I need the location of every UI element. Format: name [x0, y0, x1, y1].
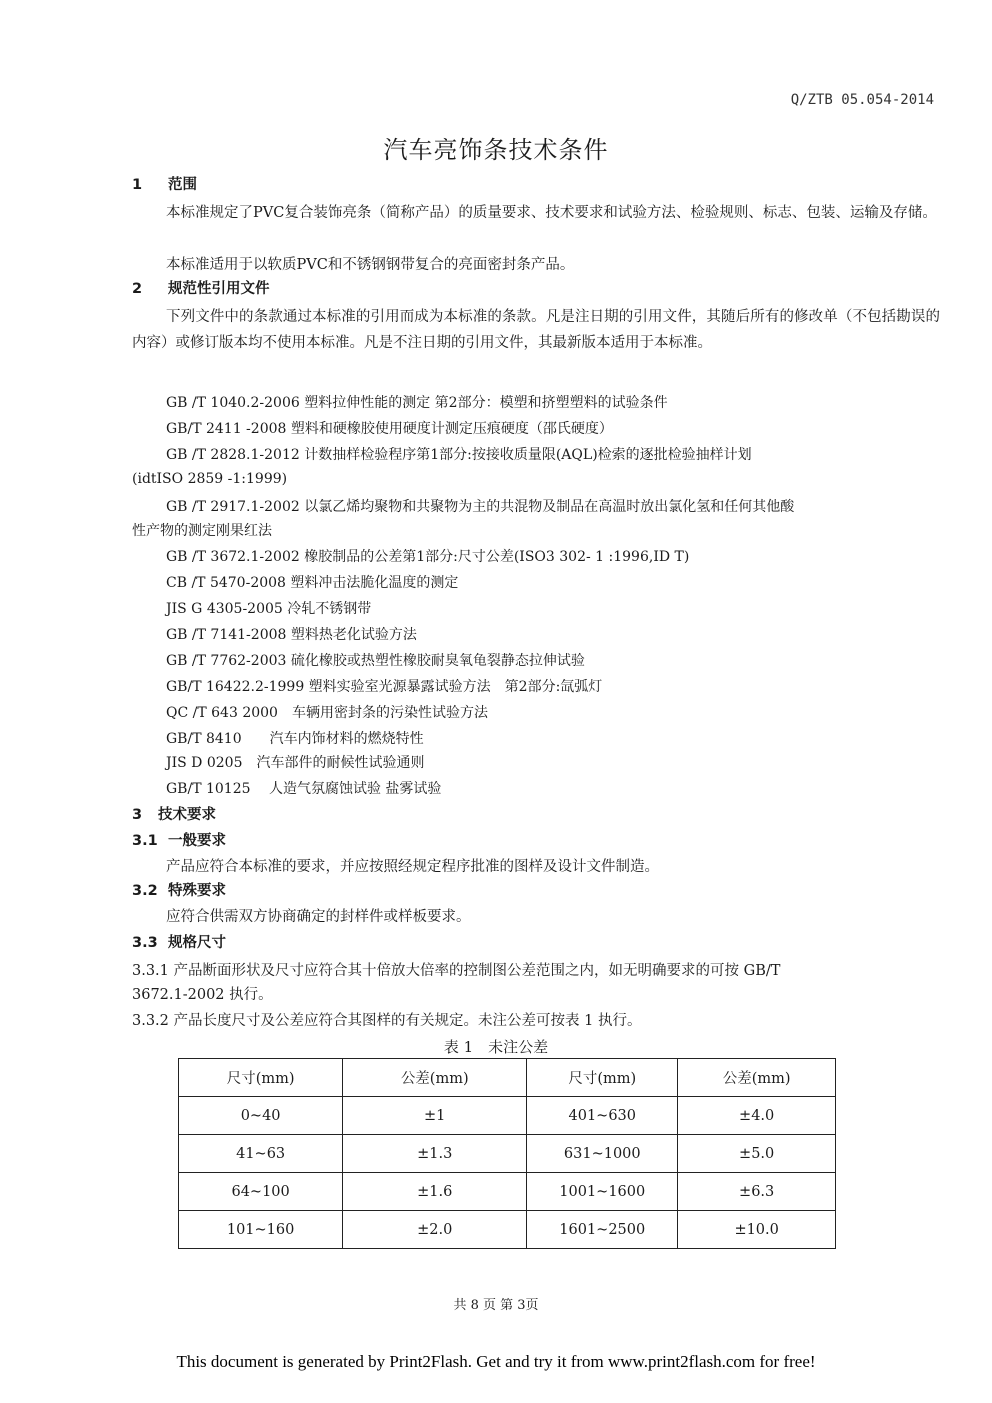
- table-row: [179, 1211, 836, 1249]
- clause-3-3-1-line-1: 3.3.1 产品断面形状及尺寸应符合其十倍放大倍率的控制图公差范围之内，如无明确要求的可按 GB/T: [132, 963, 781, 979]
- table-cell: ±1: [343, 1097, 527, 1135]
- table-cell: 1001~1600: [527, 1173, 678, 1211]
- section-3-3-heading: [132, 930, 936, 956]
- clause-3-3-2: 3.3.2 产品长度尺寸及公差应符合其图样的有关规定。未注公差可按表 1 执行。: [132, 1013, 642, 1029]
- table-cell: ±4.0: [678, 1097, 836, 1135]
- reference-item: GB /T 7762-2003 硫化橡胶或热塑性橡胶耐臭氧龟裂静态拉伸试验: [166, 653, 585, 669]
- table-header-row: [179, 1059, 836, 1097]
- reference-item: GB/T 16422.2-1999 塑料实验室光源暴露试验方法 第2部分:氙弧灯: [166, 679, 603, 695]
- table-cell: 1601~2500: [527, 1211, 678, 1249]
- table-row: [179, 1135, 836, 1173]
- section-3-1-text: 产品应符合本标准的要求，并应按照经规定程序批准的图样及设计文件制造。: [166, 859, 659, 875]
- section-2-heading: [132, 276, 936, 302]
- table-caption: 表 1 未注公差: [443, 1038, 549, 1056]
- reference-item: JIS G 4305-2005 冷轧不锈钢带: [166, 601, 372, 617]
- section-title: 技术要求: [158, 807, 216, 823]
- table-row: [179, 1097, 836, 1135]
- section-3-heading: [132, 802, 936, 828]
- section-2-paragraph: 下列文件中的条款通过本标准的引用而成为本标准的条款。凡是注日期的引用文件，其随后所有的修改单（不包括勘误的内容）或修订版本均不使用本标准。凡是不注日期的引用文件，其最新版本适用于本标准。: [132, 309, 940, 351]
- table-cell: 101~160: [179, 1211, 343, 1249]
- table-header-cell: 尺寸(mm): [527, 1059, 678, 1097]
- reference-item: CB /T 5470-2008 塑料冲击法脆化温度的测定: [166, 575, 459, 591]
- section-number: 3.3: [132, 935, 158, 951]
- reference-item: GB /T 3672.1-2002 橡胶制品的公差第1部分:尺寸公差(ISO3 302- 1 :1996,ID T): [166, 549, 690, 565]
- section-number: 3: [132, 807, 143, 823]
- section-1-paragraph-1: 本标准规定了PVC复合装饰亮条（简称产品）的质量要求、技术要求和试验方法、检验规则、标志、包装、运输及存储。: [166, 205, 937, 221]
- section-1-heading: [132, 172, 936, 198]
- table-cell: ±1.3: [343, 1135, 527, 1173]
- table-header-cell: 公差(mm): [343, 1059, 527, 1097]
- table-cell: ±5.0: [678, 1135, 836, 1173]
- tolerance-table: [178, 1058, 836, 1249]
- section-number: 3.2: [132, 883, 158, 899]
- section-number: 3.1: [132, 833, 158, 849]
- print2flash-notice: This document is generated by Print2Flash. Get and try it from www.print2flash.com for free!: [176, 1352, 816, 1371]
- section-number: 1: [132, 177, 143, 193]
- section-title: 一般要求: [168, 833, 226, 849]
- table-cell: 0~40: [179, 1097, 343, 1135]
- table-row: [179, 1173, 836, 1211]
- section-3-1-heading: [132, 828, 936, 854]
- reference-item: GB /T 2917.1-2002 以氯乙烯均聚物和共聚物为主的共混物及制品在高温时放出氯化氢和任何其他酸: [166, 499, 795, 515]
- page-number: 共 8 页 第 3页: [453, 1298, 539, 1313]
- clause-3-3-1-line-2: 3672.1-2002 执行。: [132, 987, 273, 1003]
- table-cell: 631~1000: [527, 1135, 678, 1173]
- section-3-2-text: 应符合供需双方协商确定的封样件或样板要求。: [166, 909, 471, 925]
- table-cell: ±1.6: [343, 1173, 527, 1211]
- table-header-cell: 公差(mm): [678, 1059, 836, 1097]
- table-cell: ±6.3: [678, 1173, 836, 1211]
- table-cell: 401~630: [527, 1097, 678, 1135]
- section-title: 规格尺寸: [168, 935, 226, 951]
- reference-item: GB /T 2828.1-2012 计数抽样检验程序第1部分:按接收质量限(AQL)检索的逐批检验抽样计划: [166, 447, 752, 463]
- table-cell: ±10.0: [678, 1211, 836, 1249]
- reference-item: GB/T 8410 汽车内饰材料的燃烧特性: [166, 731, 424, 747]
- document-title: 汽车亮饰条技术条件: [383, 136, 609, 164]
- table-cell: ±2.0: [343, 1211, 527, 1249]
- reference-item: JIS D 0205 汽车部件的耐候性试验通则: [166, 755, 425, 771]
- section-1-paragraph-2: 本标准适用于以软质PVC和不锈钢钢带复合的亮面密封条产品。: [166, 257, 575, 273]
- reference-item: GB /T 1040.2-2006 塑料拉伸性能的测定 第2部分：模塑和挤塑塑料的试验条件: [166, 395, 668, 411]
- reference-item-continued: (idtISO 2859 -1:1999): [132, 471, 288, 487]
- reference-item-continued: 性产物的测定刚果红法: [132, 523, 272, 539]
- standard-number: Q/ZTB 05.054-2014: [790, 92, 934, 108]
- section-title: 规范性引用文件: [168, 281, 270, 297]
- section-title: 范围: [168, 177, 197, 193]
- reference-item: GB/T 2411 -2008 塑料和硬橡胶使用硬度计测定压痕硬度（邵氏硬度）: [166, 421, 613, 437]
- reference-item: GB /T 7141-2008 塑料热老化试验方法: [166, 627, 417, 643]
- table-cell: 41~63: [179, 1135, 343, 1173]
- reference-item: QC /T 643 2000 车辆用密封条的污染性试验方法: [166, 705, 488, 721]
- table-cell: 64~100: [179, 1173, 343, 1211]
- table-header-cell: 尺寸(mm): [179, 1059, 343, 1097]
- section-title: 特殊要求: [168, 883, 226, 899]
- reference-item: GB/T 10125 人造气氛腐蚀试验 盐雾试验: [166, 781, 442, 797]
- section-number: 2: [132, 281, 143, 297]
- section-3-2-heading: [132, 878, 936, 904]
